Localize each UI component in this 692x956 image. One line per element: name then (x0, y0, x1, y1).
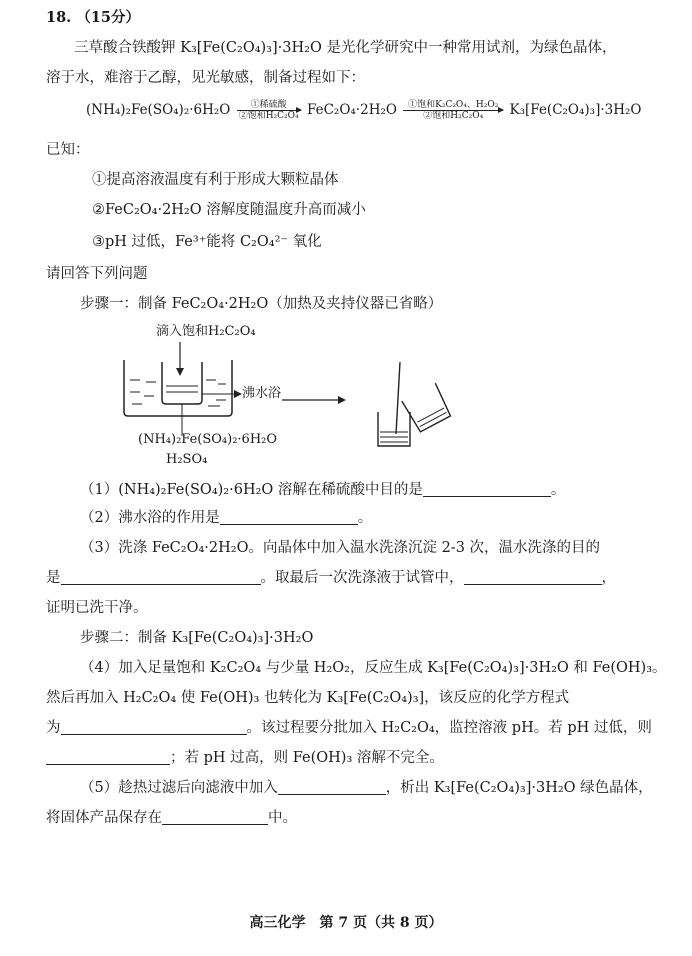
step2-heading: 步骤二：制备 K₃[Fe(C₂O₄)₃]·3H₂O (80, 630, 314, 646)
q5-middle: ，析出 K₃[Fe(C₂O₄)₃]·3H₂O 绿色晶体， (385, 780, 653, 796)
intro-line-1: 三草酸合铁酸钾 K₃[Fe(C₂O₄)₃]·3H₂O 是光化学研究中一种常用试剂，为绿色晶体， (74, 40, 617, 56)
q3-prefix: 是 (46, 570, 61, 586)
q3-purpose-blank[interactable] (61, 569, 261, 585)
q3-middle: 。取最后一次洗涤液于试管中， (260, 570, 464, 586)
reaction-scheme (86, 100, 642, 121)
q1-end: 。 (550, 482, 566, 498)
bath-label: 沸水浴 (242, 386, 282, 401)
known-item-3: ③pH 过低，Fe³⁺能将 C₂O₄²⁻ 氧化 (92, 234, 322, 250)
q2-answer-blank[interactable] (220, 509, 358, 525)
prompt-text: 请回答下列问题 (46, 266, 148, 282)
q3-operation-blank[interactable] (464, 569, 602, 585)
question-score: （15分） (76, 9, 140, 26)
question-1 (80, 480, 565, 500)
reagent-label-1: (NH₄)₂Fe(SO₄)₂·6H₂O (138, 432, 278, 447)
q4-equation-blank[interactable] (61, 719, 247, 735)
q5-line-1 (80, 778, 653, 798)
q4-line-2: 然后再加入 H₂C₂O₄ 使 Fe(OH)₃ 也转化为 K₃[Fe(C₂O₄)₃]，该反应的化学方程式 (46, 690, 570, 706)
question-2 (80, 508, 372, 528)
q4-middle: 。该过程要分批加入 H₂C₂O₄，监控溶液 pH。若 pH 过低，则 (246, 720, 652, 736)
q3-line-1: （3）洗涤 FeC₂O₄·2H₂O。向晶体中加入温水洗涤沉淀 2-3 次，温水洗涤的目的 (80, 540, 601, 556)
product-end: K₃[Fe(C₂O₄)₃]·3H₂O (509, 102, 642, 118)
known-item-2: ②FeC₂O₄·2H₂O 溶解度随温度升高而减小 (92, 202, 366, 218)
page-footer: 高三化学 第 7 页（共 8 页） (249, 915, 443, 931)
q5-text: （5）趁热过滤后向滤液中加入 (80, 780, 278, 796)
q4-line-3 (46, 718, 652, 738)
q4-end: ；若 pH 过高，则 Fe(OH)₃ 溶解不完全。 (170, 750, 444, 766)
q4-line-1: （4）加入足量饱和 K₂C₂O₄ 与少量 H₂O₂，反应生成 K₃[Fe(C₂O₄)₃]·3H₂O 和 Fe(OH)₃。 (80, 660, 667, 676)
q4-low-ph-blank[interactable] (46, 749, 170, 765)
q4-prefix: 为 (46, 720, 61, 736)
reactant-middle: FeC₂O₄·2H₂O (306, 102, 397, 118)
reagent-label-2: H₂SO₄ (166, 452, 208, 467)
arrow1-top-label: ①稀硫酸 (250, 100, 287, 110)
reaction-arrow-1 (237, 100, 301, 121)
q3-line-3: 证明已洗干净。 (46, 600, 148, 616)
intro-line-2: 溶于水，难溶于乙醇，见光敏感，制备过程如下： (46, 70, 365, 86)
q5-storage-text: 将固体产品保存在 (46, 810, 162, 826)
reaction-arrow-2 (403, 100, 503, 121)
q5-line-2 (46, 808, 297, 828)
q3-line-2 (46, 568, 616, 588)
q2-end: 。 (357, 510, 373, 526)
known-label: 已知： (46, 142, 90, 158)
question-number: 18. (46, 9, 72, 26)
q4-line-4 (46, 748, 444, 768)
q5-reagent-blank[interactable] (278, 779, 386, 795)
q1-text: （1）(NH₄)₂Fe(SO₄)₂·6H₂O 溶解在稀硫酸中目的是 (80, 482, 423, 498)
q2-text: （2）沸水浴的作用是 (80, 510, 220, 526)
arrow2-bottom-label: ②饱和H₂C₂O₄ (423, 111, 484, 121)
step1-heading: 步骤一：制备 FeC₂O₄·2H₂O（加热及夹持仪器已省略） (80, 296, 443, 312)
q1-answer-blank[interactable] (423, 481, 551, 497)
q3-comma: ， (601, 570, 616, 586)
question-header (46, 8, 140, 28)
q5-storage-blank[interactable] (162, 809, 268, 825)
arrow1-bottom-label: ②饱和H₂C₂O₄ (238, 111, 299, 121)
drip-label: 滴入饱和H₂C₂O₄ (156, 324, 256, 339)
reactant-start: (NH₄)₂Fe(SO₄)₂·6H₂O (86, 102, 231, 118)
arrow2-top-label: ①饱和K₂C₂O₄、H₂O₂ (408, 100, 499, 110)
known-item-1: ①提高溶液温度有利于形成大颗粒晶体 (92, 172, 339, 188)
q5-end: 中。 (268, 810, 297, 826)
